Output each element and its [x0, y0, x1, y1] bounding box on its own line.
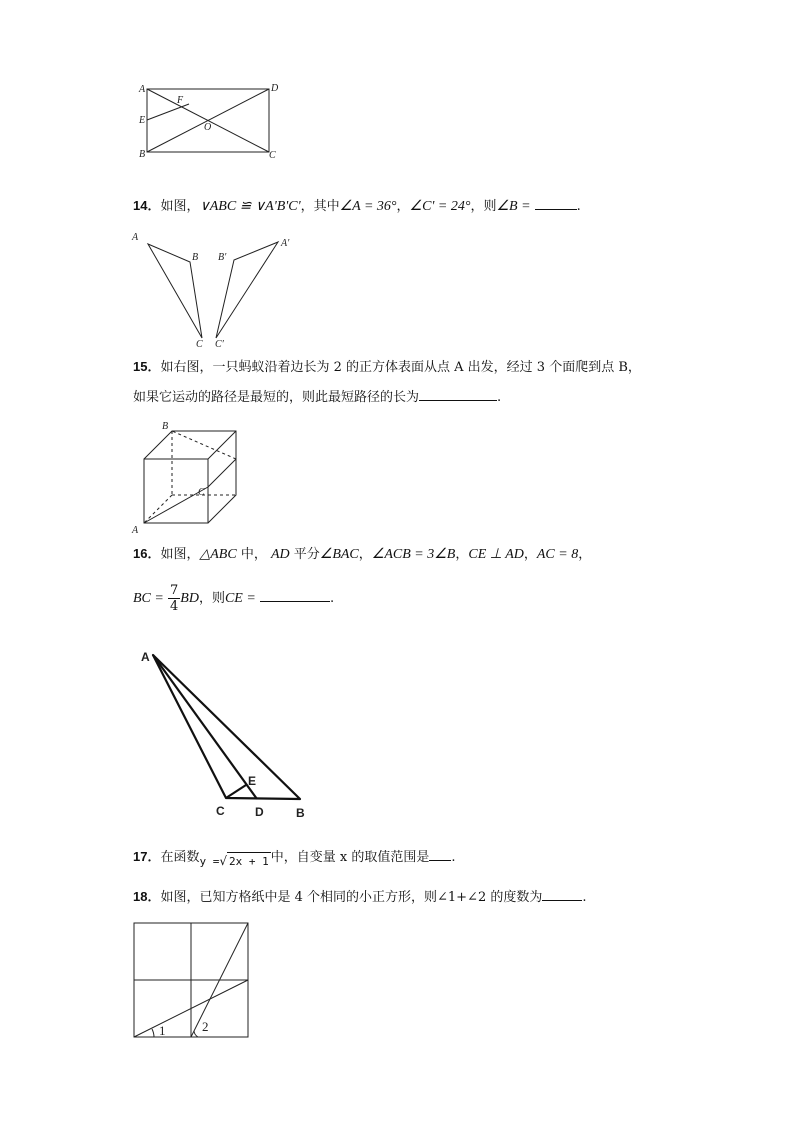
label-C: C	[216, 804, 225, 818]
grid-figure	[132, 921, 252, 1041]
math-angle-acb: ∠ACB = 3∠B	[371, 547, 456, 562]
question-text: ，	[455, 547, 469, 562]
question-text: 如图，已知方格纸中是 4 个相同的小正方形，则∠1+∠2 的度数为	[160, 890, 543, 905]
label-O: O	[204, 122, 212, 133]
label-D: D	[271, 83, 279, 94]
cube-figure	[130, 415, 245, 535]
question-14	[133, 197, 581, 216]
math-bc: BC =	[133, 591, 164, 606]
question-18	[133, 888, 587, 907]
math-y: y =	[199, 855, 220, 868]
label-A: A	[141, 650, 150, 664]
answer-blank	[429, 848, 451, 861]
math-ad: AD	[270, 547, 290, 562]
question-text: ，则	[198, 591, 225, 606]
question-text: ，则	[470, 199, 497, 214]
period: .	[329, 591, 335, 606]
question-text: ，	[358, 547, 372, 562]
math-angle-b: ∠B =	[496, 199, 531, 214]
math-congruence: ∨ABC ≌ ∨A'B'C'	[199, 199, 301, 214]
triangle-bisector-figure	[138, 645, 323, 825]
question-text: 如果它运动的路径是最短的，则此最短路径的长为	[133, 390, 420, 405]
label-C-prime: C′	[215, 339, 224, 350]
question-text: ，	[396, 199, 410, 214]
period: .	[451, 850, 456, 865]
math-ac: AC = 8	[536, 547, 579, 562]
question-16	[133, 545, 591, 564]
label-B-prime: B′	[218, 252, 227, 263]
math-angle-c: ∠C' = 24°	[409, 199, 471, 214]
period: .	[576, 199, 581, 214]
label-A: A	[132, 232, 139, 243]
question-number: 17．	[133, 849, 161, 864]
fraction-denominator: 4	[169, 599, 179, 614]
math-angle-a: ∠A = 36°	[339, 199, 397, 214]
label-F: F	[177, 95, 184, 106]
period: .	[497, 390, 502, 405]
question-text: 中，	[236, 547, 271, 562]
question-15-line-2	[133, 388, 501, 407]
question-text: 如图，	[160, 547, 200, 562]
question-15	[133, 358, 641, 377]
congruent-triangles-figure	[130, 228, 305, 350]
question-number: 18．	[133, 889, 161, 904]
answer-blank	[419, 388, 497, 401]
math-angle-bac: ∠BAC	[319, 547, 359, 562]
answer-blank	[542, 888, 582, 901]
label-A-prime: A′	[281, 238, 290, 249]
question-17	[133, 848, 456, 867]
answer-blank	[260, 589, 330, 602]
label-A: A	[139, 84, 146, 95]
angle-2-label: 2	[202, 1019, 209, 1034]
label-C: C	[269, 150, 276, 161]
label-E: E	[248, 774, 257, 788]
sqrt-sign: √	[219, 854, 228, 868]
label-C: C	[198, 487, 205, 498]
math-perpendicular: CE ⊥ AD	[468, 547, 524, 562]
label-B: B	[296, 806, 305, 820]
question-number: 15．	[133, 359, 161, 374]
label-B: B	[192, 252, 199, 263]
math-ce: CE =	[224, 591, 256, 606]
label-D: D	[255, 805, 264, 819]
angle-1-label: 1	[159, 1023, 166, 1038]
fraction	[168, 583, 180, 614]
question-text: 如图，	[160, 199, 200, 214]
question-text: 平分	[289, 547, 320, 562]
question-number: 14．	[133, 198, 161, 213]
math-radicand: 2x + 1	[227, 852, 271, 871]
period: .	[582, 890, 587, 905]
label-C: C	[196, 339, 203, 350]
label-A: A	[132, 525, 139, 536]
rectangle-figure	[137, 83, 282, 163]
math-triangle: △ABC	[199, 547, 237, 562]
question-number: 16．	[133, 546, 161, 561]
question-16-line-2	[133, 582, 334, 616]
question-text: ，	[578, 547, 592, 562]
question-text: ，其中	[300, 199, 340, 214]
question-text: ，	[523, 547, 537, 562]
label-B: B	[139, 149, 146, 160]
math-bd: BD	[180, 591, 199, 606]
question-text: 在函数	[160, 850, 200, 865]
label-B: B	[162, 421, 169, 432]
question-text: 中，自变量 x 的取值范围是	[270, 850, 430, 865]
question-text: 如右图，一只蚂蚁沿着边长为 2 的正方体表面从点 A 出发，经过 3 个面爬到点 B，	[160, 360, 641, 375]
answer-blank	[535, 197, 577, 210]
fraction-numerator: 7	[169, 583, 179, 598]
label-E: E	[139, 115, 146, 126]
